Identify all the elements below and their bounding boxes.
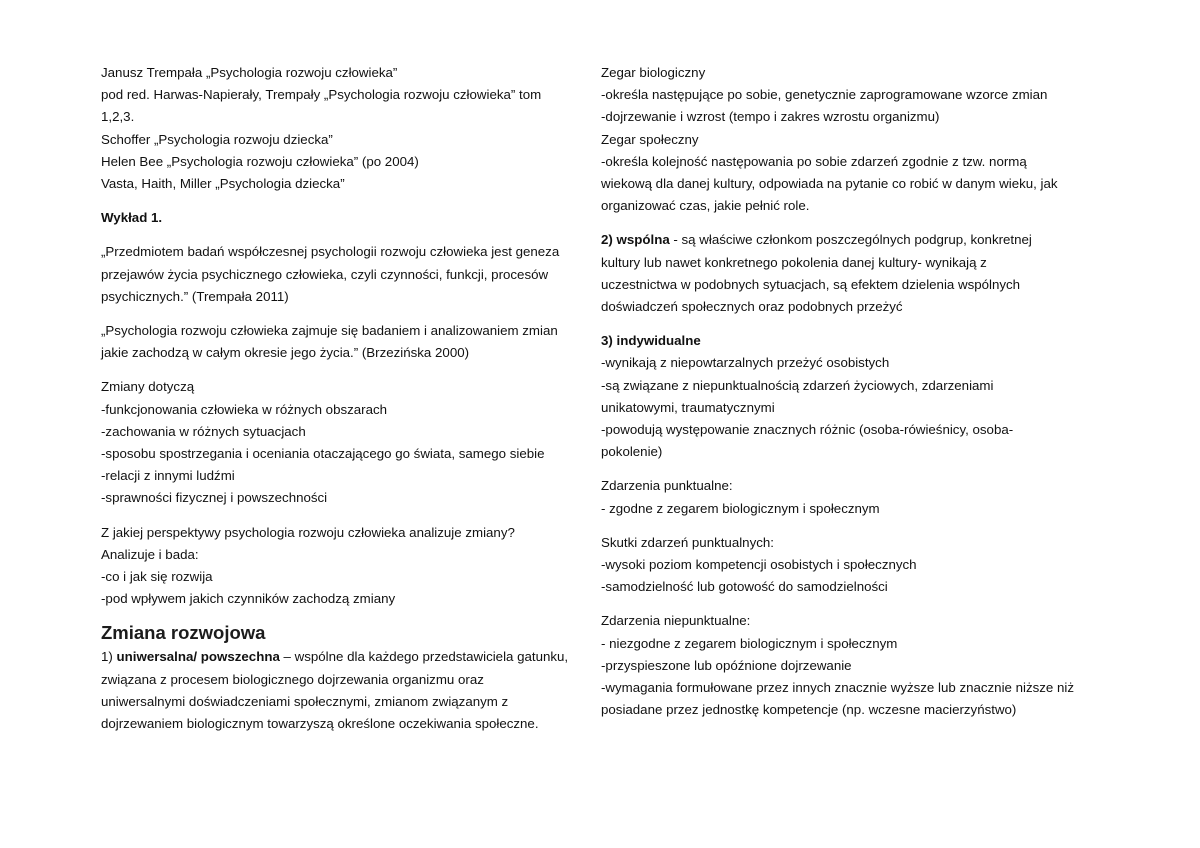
text-line: psychicznych.” (Trempała 2011) xyxy=(101,288,289,304)
text-line: uczestnictwa w podobnych sytuacjach, są efektem dzielenia wspólnych xyxy=(601,276,1021,292)
text-line: „Przedmiotem badań współczesnej psychologii rozwoju człowieka jest geneza xyxy=(101,244,560,260)
reference-line: pod red. Harwas-Napierały, Trempały „Psychologia rozwoju człowieka” tom xyxy=(101,87,542,103)
list-item: -sprawności fizycznej i powszechności xyxy=(101,490,328,506)
text-line: organizować czas, jakie pełnić role. xyxy=(601,198,810,214)
list-item: - niezgodne z zegarem biologicznym i społecznym xyxy=(601,635,898,651)
list-item: -określa kolejność następowania po sobie zdarzeń zgodnie z tzw. normą xyxy=(601,153,1027,169)
right-column xyxy=(601,62,1101,721)
list-item: -dojrzewanie i wzrost (tempo i zakres wzrostu organizmu) xyxy=(601,109,940,125)
text-line: Zegar biologiczny xyxy=(601,65,706,80)
list-item: -są związane z niepunktualnością zdarzeń życiowych, zdarzeniami xyxy=(601,377,994,393)
list-item: -zachowania w różnych sytuacjach xyxy=(101,423,306,439)
text-line: uniwersalnymi doświadczeniami społecznymi, zmianom związanym z xyxy=(101,693,509,709)
reference-line: Helen Bee „Psychologia rozwoju człowieka” (po 2004) xyxy=(101,153,419,169)
text-line xyxy=(601,229,1101,251)
individual-change-block xyxy=(601,330,1101,463)
clocks-block xyxy=(601,62,1101,217)
text-line: Skutki zdarzeń punktualnych: xyxy=(601,534,774,550)
universal-change-block xyxy=(101,646,593,735)
text-line: kultury lub nawet konkretnego pokolenia danej kultury- wynikają z xyxy=(601,254,987,270)
list-item: -samodzielność lub gotowość do samodzielności xyxy=(601,579,888,595)
reference-line: Schoffer „Psychologia rozwoju dziecka” xyxy=(101,131,333,147)
nonpunctual-events-block xyxy=(601,610,1101,721)
quote-brzezinska xyxy=(101,320,593,364)
term-label: uniwersalna/ powszechna xyxy=(116,649,280,665)
text-line: Zegar społeczny xyxy=(601,131,699,147)
shared-change-block xyxy=(601,229,1101,318)
text-line: Zdarzenia punktualne: xyxy=(601,478,733,494)
list-item: -co i jak się rozwija xyxy=(101,569,213,585)
term-label: 3) indywidualne xyxy=(601,333,701,349)
text-line: dojrzewaniem biologicznym towarzyszą określone oczekiwania społeczne. xyxy=(101,716,539,732)
left-column xyxy=(101,62,593,735)
list-item: -przyspieszone lub opóźnione dojrzewanie xyxy=(601,657,852,673)
list-item: -wymagania formułowane przez innych znacznie wyższe lub znacznie niższe niż xyxy=(601,680,1074,696)
punctual-effects-block xyxy=(601,532,1101,599)
list-item: -relacji z innymi ludźmi xyxy=(101,468,235,484)
list-item: -wysoki poziom kompetencji osobistych i społecznych xyxy=(601,557,917,573)
reference-line: Janusz Trempała „Psychologia rozwoju człowieka” xyxy=(101,65,398,80)
list-item: -określa następujące po sobie, genetycznie zaprogramowane wzorce zmian xyxy=(601,87,1048,103)
term-label: 2) wspólna xyxy=(601,232,670,248)
quote-trempala xyxy=(101,241,593,308)
text-line: związana z procesem biologicznego dojrzewania organizmu oraz xyxy=(101,671,484,687)
references-block xyxy=(101,62,593,195)
text-line: wiekową dla danej kultury, odpowiada na pytanie co robić w danym wieku, jak xyxy=(601,176,1058,192)
reference-line: 1,2,3. xyxy=(101,109,135,125)
punctual-events-block xyxy=(601,475,1101,519)
text-line: jakie zachodzą w całym okresie jego życia.” (Brzezińska 2000) xyxy=(101,345,470,361)
lecture-title: Wykład 1. xyxy=(101,210,163,226)
list-item: -powodują występowanie znacznych różnic (osoba-rówieśnicy, osoba- xyxy=(601,422,1014,438)
text-line: „Psychologia rozwoju człowieka zajmuje się badaniem i analizowaniem zmian xyxy=(101,323,558,339)
text-line: Zdarzenia niepunktualne: xyxy=(601,613,751,629)
text-line xyxy=(101,646,593,668)
reference-line: Vasta, Haith, Miller „Psychologia dziecka” xyxy=(101,176,345,192)
text-line: przejawów życia psychicznego człowieka, czyli czynności, funkcji, procesów xyxy=(101,266,549,282)
list-item: -pod wpływem jakich czynników zachodzą zmiany xyxy=(101,591,396,607)
item-number: 1) xyxy=(101,649,117,665)
text-line: pokolenie) xyxy=(601,444,663,460)
list-item: -wynikają z niepowtarzalnych przeżyć osobistych xyxy=(601,355,890,371)
text-line: Z jakiej perspektywy psychologia rozwoju człowieka analizuje zmiany? xyxy=(101,524,515,540)
term-definition: - są właściwe członkom poszczególnych podgrup, konkretnej xyxy=(669,232,1032,248)
list-item: -sposobu spostrzegania i oceniania otaczającego go świata, samego siebie xyxy=(101,446,545,462)
list-item: - zgodne z zegarem biologicznym i społecznym xyxy=(601,500,880,516)
section-heading: Zmiana rozwojowa xyxy=(101,622,266,644)
text-line: Analizuje i bada: xyxy=(101,546,199,562)
list-item: -funkcjonowania człowieka w różnych obszarach xyxy=(101,401,388,417)
perspective-block xyxy=(101,522,593,611)
term-definition: – wspólne dla każdego przedstawiciela gatunku, xyxy=(279,649,569,665)
text-line: doświadczeń społecznych oraz podobnych przeżyć xyxy=(601,299,903,315)
text-line: posiadane przez jednostkę kompetencje (np. wczesne macierzyństwo) xyxy=(601,702,1017,718)
list-heading: Zmiany dotyczą xyxy=(101,379,195,395)
text-line: unikatowymi, traumatycznymi xyxy=(601,399,775,415)
changes-list xyxy=(101,376,593,509)
